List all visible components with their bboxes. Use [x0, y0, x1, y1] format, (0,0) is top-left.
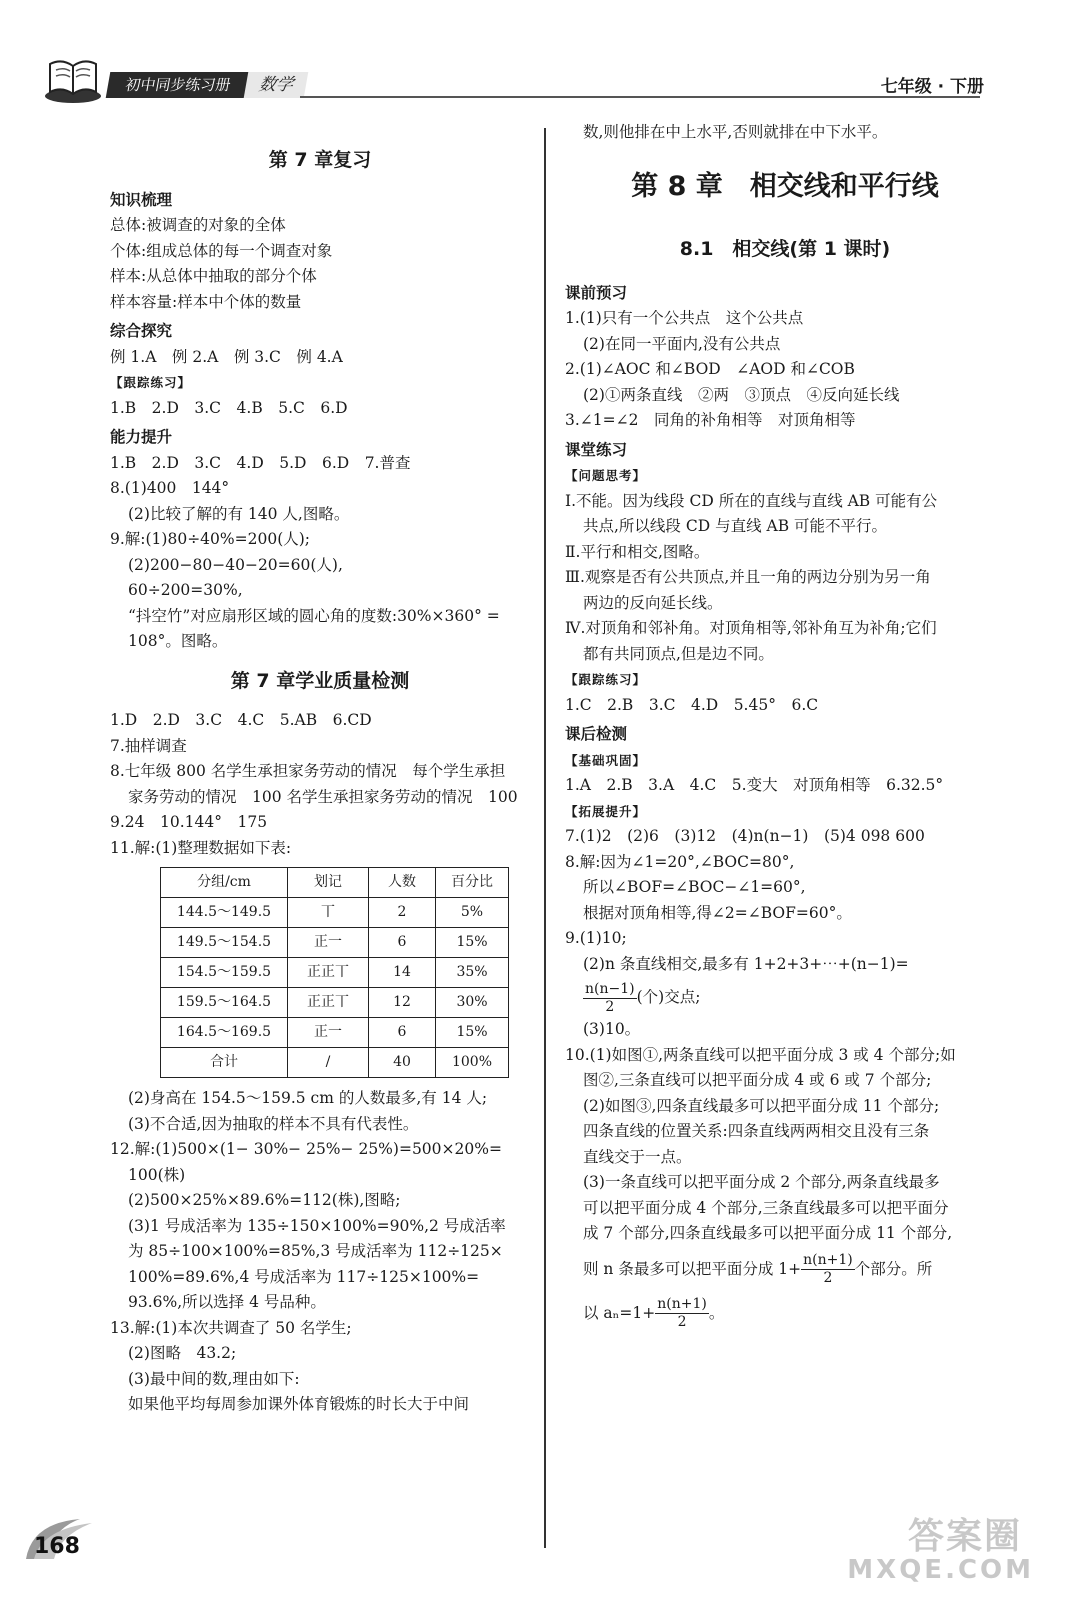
fraction-line [565, 977, 1005, 1017]
watermark-url: MXQE.COM [847, 1555, 1034, 1585]
text-line: 1.B 2.D 3.C 4.D 5.D 6.D 7.普查 [110, 453, 411, 472]
text-line: (2)①两条直线 ②两 ③顶点 ④反向延长线 [583, 385, 900, 404]
text-line: 个体:组成总体的每一个调查对象 [110, 241, 333, 260]
text-line: 7.(1)2 (2)6 (3)12 (4)n(n−1) (5)4 098 600 [565, 827, 925, 845]
table-row [161, 1018, 509, 1048]
table-cell: 正正丅 [288, 958, 369, 988]
subject-label: 数学 [244, 72, 309, 98]
text-line: 可以把平面分成 4 个部分,三条直线最多可以把平面分 [583, 1198, 949, 1217]
table-cell: 正一 [288, 1018, 369, 1048]
table-row [161, 898, 509, 928]
table-cell: 100% [436, 1048, 509, 1078]
text-span: (个)交点; [636, 988, 701, 1006]
text-line: 样本:从总体中抽取的部分个体 [110, 267, 317, 285]
text-line: 3.∠1=∠2 同角的补角相等 对顶角相等 [565, 411, 856, 429]
text-line: 样本容量:样本中个体的数量 [110, 292, 302, 311]
table-cell: 正一 [288, 928, 369, 958]
text-line: (2)n 条直线相交,最多有 1+2+3+⋯+(n−1)= [583, 954, 909, 973]
text-line: 108°。图略。 [128, 632, 228, 650]
table-row [161, 928, 509, 958]
text-line: (3)1 号成活率为 135÷150×100%=90%,2 号成活率 [128, 1216, 506, 1235]
text-line: 所以∠BOF=∠BOC−∠1=60°, [583, 878, 806, 896]
section-title: 课前预习 [565, 283, 628, 302]
table-cell: 5% [436, 898, 509, 928]
fraction [801, 1252, 855, 1287]
table-row [161, 958, 509, 988]
data-table [160, 867, 509, 1078]
text-line: 9.解:(1)80÷40%=200(人); [110, 530, 311, 548]
text-line: 1.D 2.D 3.C 4.C 5.AB 6.CD [110, 711, 372, 729]
section-title: 知识梳理 [110, 190, 173, 209]
text-line: 11.解:(1)整理数据如下表: [110, 838, 292, 857]
header-rule [300, 96, 980, 98]
text-line: 100(株) [128, 1165, 186, 1184]
text-line: (2)身高在 154.5～159.5 cm 的人数最多,有 14 人; [128, 1089, 488, 1107]
table-cell: 35% [436, 958, 509, 988]
text-line: 成 7 个部分,四条直线最多可以把平面分成 11 个部分, [583, 1224, 953, 1242]
text-line: (3)不合适,因为抽取的样本不具有代表性。 [128, 1114, 419, 1133]
fraction [583, 981, 637, 1016]
text-line: 总体:被调查的对象的全体 [110, 216, 286, 234]
text-line: (2)在同一平面内,没有公共点 [583, 334, 781, 353]
text-line: “抖空竹”对应扇形区域的圆心角的度数:30%×360° = [128, 606, 500, 625]
text-line: Ⅳ.对顶角和邻补角。对顶角相等,邻补角互为补角;它们 [565, 619, 937, 637]
text-line: (2)200−80−40−20=60(人), [128, 555, 343, 574]
text-line: (3)一条直线可以把平面分成 2 个部分,两条直线最多 [583, 1173, 940, 1191]
lesson-title: 8.1 相交线(第 1 课时) [679, 238, 891, 260]
review-title: 第 7 章复习 [268, 149, 372, 171]
page-number: 168 [34, 1534, 80, 1559]
table-cell: 合计 [161, 1048, 288, 1078]
table-header-row [161, 868, 509, 898]
text-span: 。 [708, 1303, 725, 1322]
text-line: 10.(1)如图①,两条直线可以把平面分成 3 或 4 个部分;如 [565, 1045, 956, 1064]
grade-label: 七年级 · 下册 [880, 77, 984, 97]
text-line: (3)最中间的数,理由如下: [128, 1369, 300, 1388]
fraction-denominator: 2 [677, 1314, 687, 1330]
right-column [565, 120, 1005, 1335]
text-line: (2)比较了解的有 140 人,图略。 [128, 504, 350, 523]
text-line: 13.解:(1)本次共调查了 50 名学生; [110, 1318, 352, 1337]
text-line: (3)10。 [583, 1020, 641, 1038]
text-line: 为 85÷100×100%=85%,3 号成活率为 112÷125× [128, 1242, 503, 1260]
text-span: 则 n 条最多可以把平面分成 1+ [583, 1259, 802, 1278]
fraction-line [565, 1291, 1005, 1335]
text-line: 1.(1)只有一个公共点 这个公共点 [565, 309, 804, 327]
text-line: (2)如图③,四条直线最多可以把平面分成 11 个部分; [583, 1096, 940, 1115]
text-line: 60÷200=30%, [128, 581, 243, 599]
fraction [655, 1296, 709, 1331]
left-column [110, 140, 530, 1418]
table-cell: 144.5～149.5 [161, 898, 288, 928]
text-line: Ⅱ.平行和相交,图略。 [565, 542, 710, 561]
text-line: 四条直线的位置关系:四条直线两两相交且没有三条 [583, 1122, 930, 1140]
book-logo-icon [42, 52, 104, 104]
section-title: 课后检测 [565, 725, 628, 743]
text-line: 8.(1)400 144° [110, 479, 230, 497]
text-line: 图②,三条直线可以把平面分成 4 或 6 或 7 个部分; [583, 1071, 932, 1089]
table-row [161, 988, 509, 1018]
table-cell: 15% [436, 1018, 509, 1048]
table-header: 划记 [288, 868, 369, 898]
text-line: 9.(1)10; [565, 929, 627, 947]
text-line: 直线交于一点。 [583, 1147, 692, 1166]
text-line: 根据对顶角相等,得∠2=∠BOF=60°。 [583, 903, 852, 922]
table-cell: 154.5～159.5 [161, 958, 288, 988]
table-cell: 正正丅 [288, 988, 369, 1018]
text-line: 两边的反向延长线。 [583, 593, 723, 612]
fraction-numerator: n(n+1) [657, 1296, 707, 1312]
text-line: 8.七年级 800 名学生承担家务劳动的情况 每个学生承担 [110, 762, 506, 780]
watermark-text: 答案圈 [907, 1516, 1022, 1557]
text-line: 1.C 2.B 3.C 4.D 5.45° 6.C [565, 695, 819, 714]
text-line: 例 1.A 例 2.A 例 3.C 例 4.A [110, 347, 343, 366]
table-cell: 12 [369, 988, 436, 1018]
table-cell: 14 [369, 958, 436, 988]
chapter-title: 第 8 章 相交线和平行线 [631, 170, 939, 202]
text-line: 1.A 2.B 3.A 4.C 5.变大 对顶角相等 6.32.5° [565, 776, 944, 794]
quality-title: 第 7 章学业质量检测 [230, 669, 410, 692]
text-line: Ⅰ.不能。因为线段 CD 所在的直线与直线 AB 可能有公 [565, 491, 938, 510]
table-cell: 30% [436, 988, 509, 1018]
section-title: 课堂练习 [565, 440, 628, 459]
table-cell: 6 [369, 1018, 436, 1048]
table-cell: 丅 [288, 898, 369, 928]
table-cell: / [288, 1048, 369, 1078]
tag-label: 【拓展提升】 [565, 803, 647, 819]
table-cell: 164.5～169.5 [161, 1018, 288, 1048]
series-title: 初中同步练习册 [106, 72, 251, 98]
tag-label: 【基础巩固】 [565, 752, 647, 768]
tag-label: 【问题思考】 [565, 468, 647, 483]
fraction-line [565, 1247, 1005, 1291]
text-line: 12.解:(1)500×(1− 30%− 25%− 25%)=500×20%= [110, 1140, 502, 1158]
table-row [161, 1048, 509, 1078]
section-title: 综合探究 [110, 322, 173, 340]
text-line: 家务劳动的情况 100 名学生承担家务劳动的情况 100 [128, 787, 518, 806]
text-line: 共点,所以线段 CD 与直线 AB 可能不平行。 [583, 517, 888, 535]
fraction-denominator: 2 [823, 1270, 833, 1286]
table-cell: 6 [369, 928, 436, 958]
table-cell: 15% [436, 928, 509, 958]
text-line: 如果他平均每周参加课外体育锻炼的时长大于中间 [128, 1395, 470, 1413]
table-cell: 149.5～154.5 [161, 928, 288, 958]
text-line: 1.B 2.D 3.C 4.B 5.C 6.D [110, 398, 348, 417]
text-line: Ⅲ.观察是否有公共顶点,并且一角的两边分别为另一角 [565, 568, 931, 586]
table-cell: 2 [369, 898, 436, 928]
text-line: (2)图略 43.2; [128, 1344, 237, 1362]
table-cell: 40 [369, 1048, 436, 1078]
column-divider [544, 128, 546, 1548]
tag-label: 【跟踪练习】 [110, 375, 192, 390]
fraction-numerator: n(n−1) [585, 980, 635, 997]
tag-label: 【跟踪练习】 [565, 672, 647, 687]
text-line: 2.(1)∠AOC 和∠BOD ∠AOD 和∠COB [565, 360, 855, 378]
table-cell: 159.5～164.5 [161, 988, 288, 1018]
text-line: 9.24 10.144° 175 [110, 813, 268, 831]
text-line: (2)500×25%×89.6%=112(株),图略; [128, 1191, 401, 1209]
table-header: 百分比 [436, 868, 509, 898]
text-span: 以 aₙ=1+ [583, 1303, 656, 1322]
text-line: 8.解:因为∠1=20°,∠BOC=80°, [565, 852, 795, 871]
text-line: 93.6%,所以选择 4 号品种。 [128, 1293, 326, 1311]
text-line: 7.抽样调查 [110, 736, 187, 755]
table-header: 人数 [369, 868, 436, 898]
page-header [0, 0, 1082, 110]
text-line: 数,则他排在中上水平,否则就排在中下水平。 [583, 123, 888, 141]
fraction-numerator: n(n+1) [803, 1252, 853, 1268]
text-line: 100%=89.6%,4 号成活率为 117÷125×100%= [128, 1267, 480, 1286]
table-header: 分组/cm [161, 868, 288, 898]
fraction-denominator: 2 [605, 998, 615, 1015]
text-line: 都有共同顶点,但是边不同。 [583, 644, 774, 663]
text-span: 个部分。所 [854, 1259, 933, 1278]
section-title: 能力提升 [110, 428, 173, 446]
